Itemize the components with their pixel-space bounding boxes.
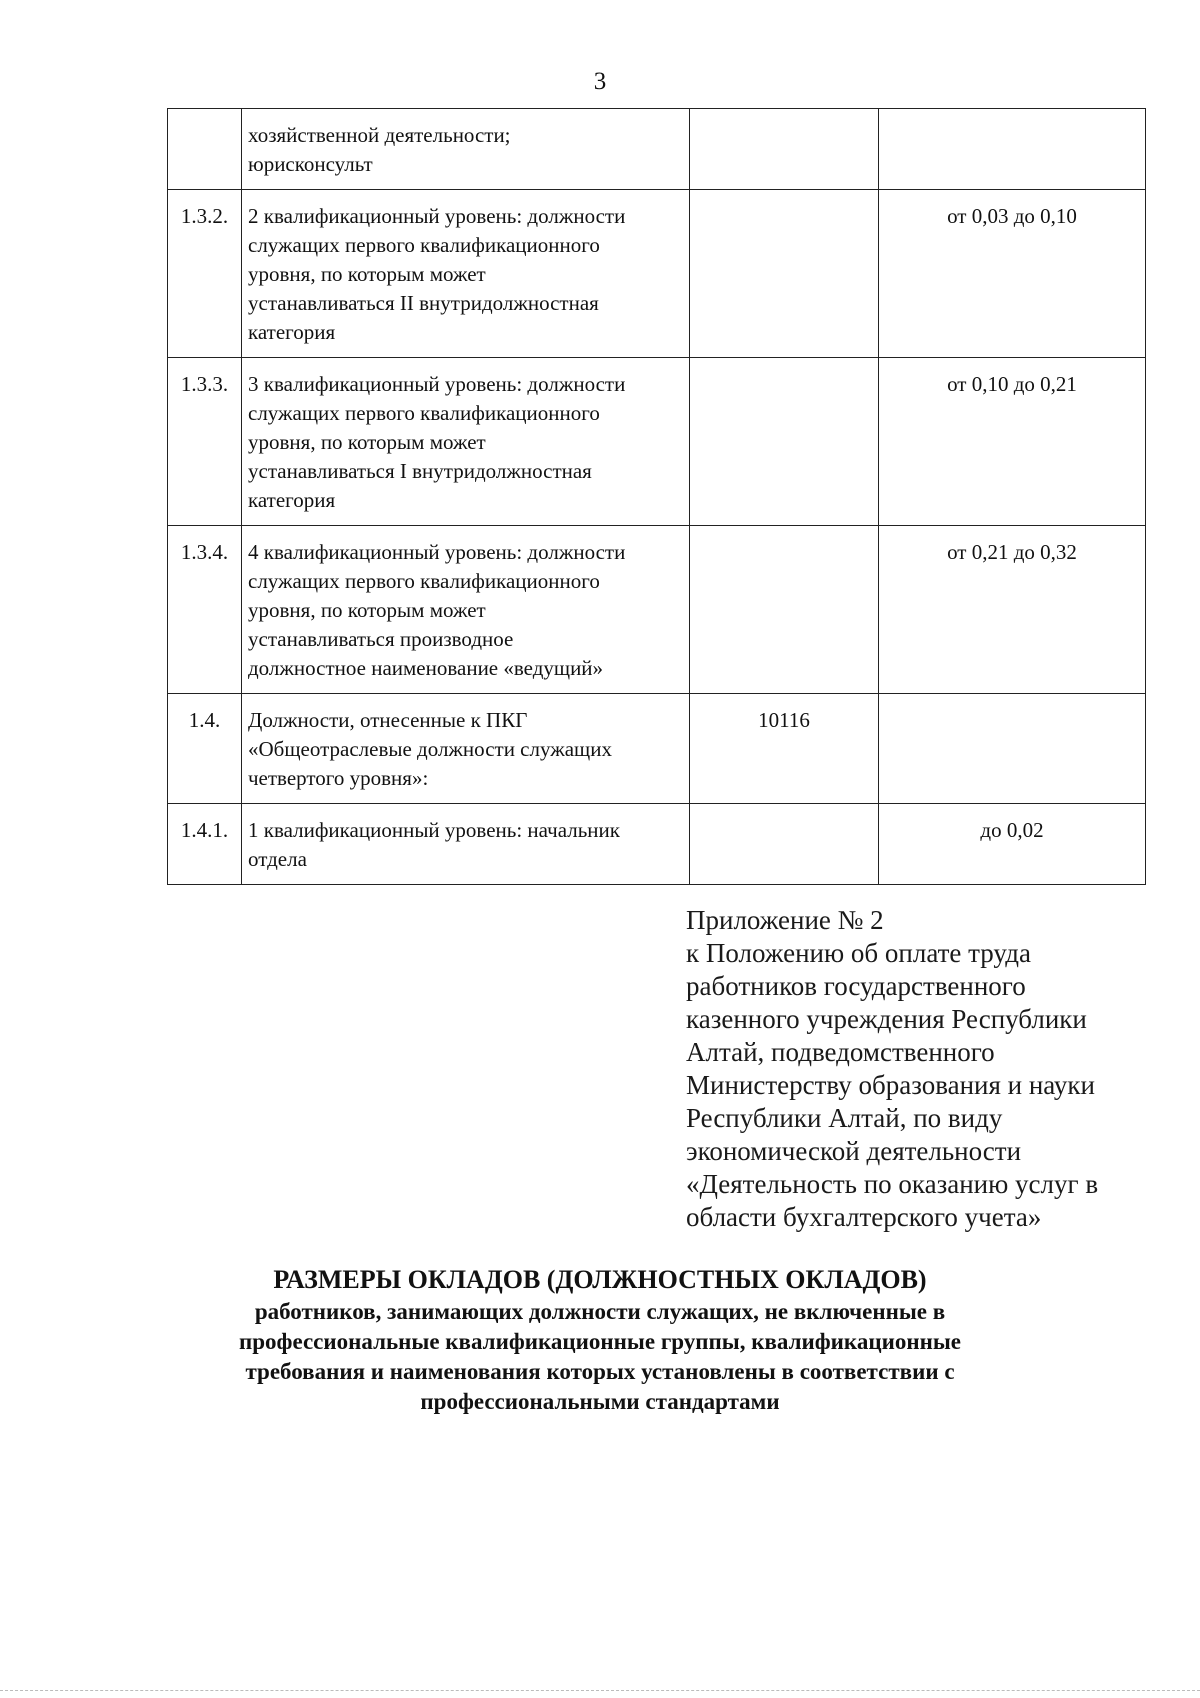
position-name-line: 4 квалификационный уровень: должности [248, 540, 626, 564]
table-row [168, 526, 1146, 694]
coefficient-cell: от 0,21 до 0,32 [879, 526, 1146, 694]
position-name-line: отдела [248, 847, 307, 871]
position-name-line: уровня, по которым может [248, 430, 486, 454]
position-name-line: 1 квалификационный уровень: начальник [248, 818, 620, 842]
position-name-line: уровня, по которым может [248, 598, 486, 622]
appendix-line: казенного учреждения Республики [686, 1004, 1087, 1034]
row-number-cell: 1.3.3. [168, 358, 242, 526]
coefficient-cell: от 0,03 до 0,10 [879, 190, 1146, 358]
appendix-note [686, 904, 1146, 1234]
position-name-cell [242, 109, 690, 190]
position-name-line: устанавливаться I внутридолжностная [248, 459, 592, 483]
heading-subtitle [150, 1297, 1050, 1417]
position-name-line: юрисконсульт [248, 152, 373, 176]
base-salary-cell [690, 526, 879, 694]
position-name-line: 2 квалификационный уровень: должности [248, 204, 626, 228]
base-salary-cell [690, 804, 879, 885]
appendix-line: к Положению об оплате труда [686, 938, 1031, 968]
position-name-line: служащих первого квалификационного [248, 569, 600, 593]
position-name-cell [242, 694, 690, 804]
salary-table-body [168, 109, 1146, 885]
position-name-line: Должности, отнесенные к ПКГ [248, 708, 528, 732]
base-salary-cell: 10116 [690, 694, 879, 804]
appendix-line: Приложение № 2 [686, 905, 884, 935]
coefficient-cell: до 0,02 [879, 804, 1146, 885]
heading-title: РАЗМЕРЫ ОКЛАДОВ (ДОЛЖНОСТНЫХ ОКЛАДОВ) [273, 1265, 927, 1294]
page-number: 3 [593, 68, 607, 95]
position-name-cell [242, 804, 690, 885]
section-heading [150, 1263, 1050, 1417]
position-name-line: хозяйственной деятельности; [248, 123, 511, 147]
table-row [168, 190, 1146, 358]
position-name-cell [242, 190, 690, 358]
position-name-line: устанавливаться II внутридолжностная [248, 291, 599, 315]
position-name-line: устанавливаться производное [248, 627, 514, 651]
coefficient-cell [879, 109, 1146, 190]
heading-subtitle-line: работников, занимающих должности служащих, не включенные в [254, 1299, 946, 1324]
position-name-line: должностное наименование «ведущий» [248, 656, 604, 680]
heading-subtitle-line: профессиональными стандартами [420, 1389, 780, 1414]
coefficient-cell [879, 694, 1146, 804]
position-name-line: категория [248, 488, 336, 512]
heading-subtitle-line: требования и наименования которых установлены в соответствии с [245, 1359, 955, 1384]
row-number-cell: 1.4. [168, 694, 242, 804]
position-name-line: уровня, по которым может [248, 262, 486, 286]
table-row [168, 694, 1146, 804]
coefficient-cell: от 0,10 до 0,21 [879, 358, 1146, 526]
position-name-line: служащих первого квалификационного [248, 233, 600, 257]
base-salary-cell [690, 109, 879, 190]
position-name-line: четвертого уровня»: [248, 766, 429, 790]
base-salary-cell [690, 190, 879, 358]
page-edge-divider [0, 1690, 1200, 1691]
appendix-line: работников государственного [686, 971, 1026, 1001]
position-name-line: служащих первого квалификационного [248, 401, 600, 425]
position-name-line: 3 квалификационный уровень: должности [248, 372, 626, 396]
position-name-cell [242, 526, 690, 694]
position-name-cell [242, 358, 690, 526]
appendix-line: области бухгалтерского учета» [686, 1202, 1042, 1232]
table-row [168, 804, 1146, 885]
appendix-line: «Деятельность по оказанию услуг в [686, 1169, 1099, 1199]
appendix-line: Алтай, подведомственного [686, 1037, 995, 1067]
salary-table [167, 108, 1146, 885]
row-number-cell [168, 109, 242, 190]
appendix-line: экономической деятельности [686, 1136, 1022, 1166]
row-number-cell: 1.3.4. [168, 526, 242, 694]
appendix-line: Республики Алтай, по виду [686, 1103, 1003, 1133]
heading-subtitle-line: профессиональные квалификационные группы, квалификационные [239, 1329, 961, 1354]
appendix-line: Министерству образования и науки [686, 1070, 1095, 1100]
row-number-cell: 1.3.2. [168, 190, 242, 358]
table-row [168, 109, 1146, 190]
base-salary-cell [690, 358, 879, 526]
table-row [168, 358, 1146, 526]
row-number-cell: 1.4.1. [168, 804, 242, 885]
position-name-line: «Общеотраслевые должности служащих [248, 737, 612, 761]
position-name-line: категория [248, 320, 336, 344]
